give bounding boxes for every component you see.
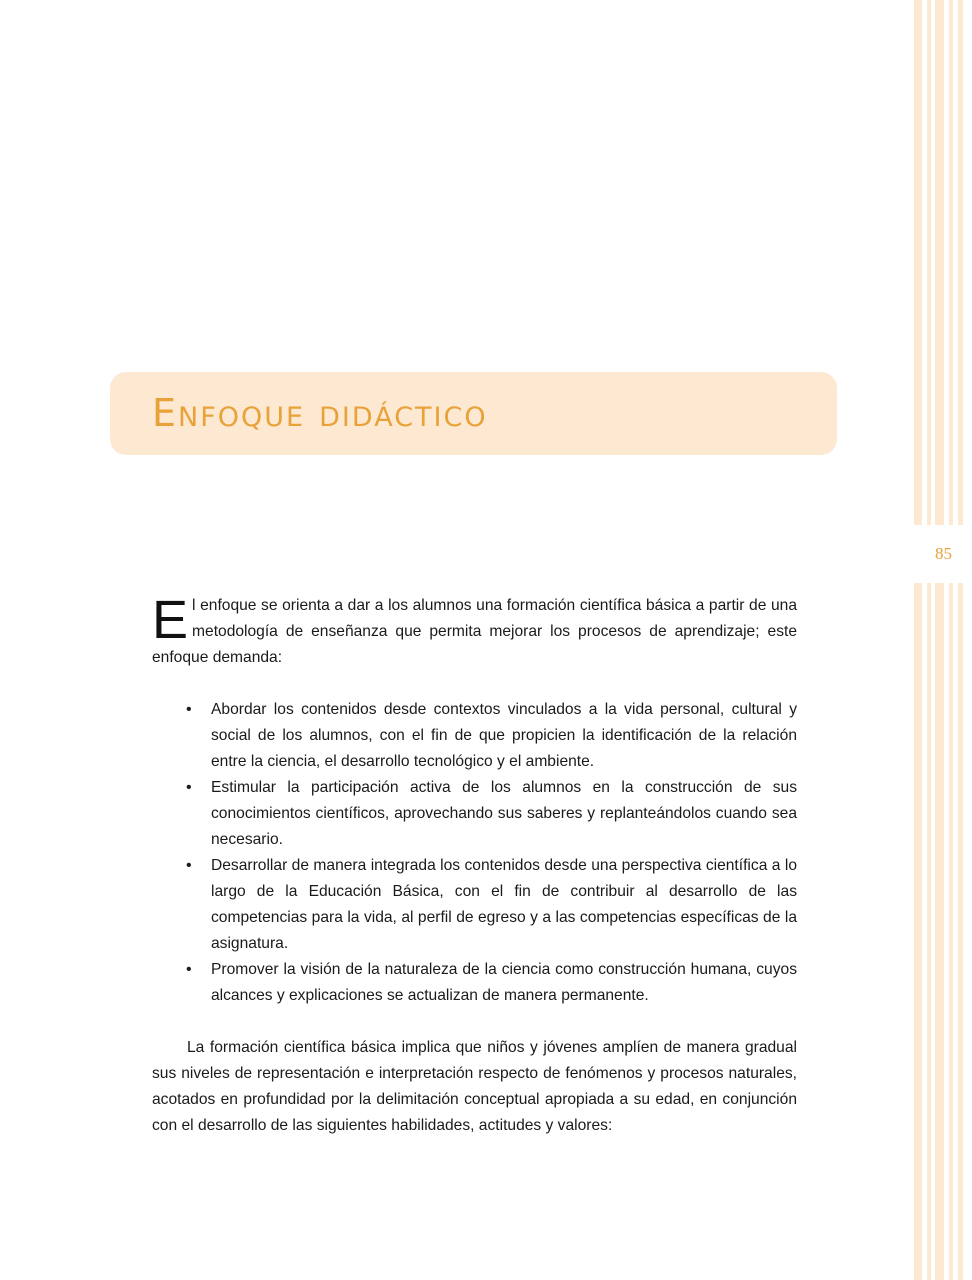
bullet-icon: •	[186, 857, 192, 874]
decorative-side-stripes	[914, 0, 972, 1280]
bullet-icon: •	[186, 779, 192, 796]
drop-cap: E	[152, 590, 189, 650]
section-title-banner	[110, 372, 837, 455]
list-item	[152, 957, 797, 1009]
list-item-text: Promover la visión de la naturaleza de la ciencia como construcción humana, cuyos alcances y explicaciones se actualizan de manera permanente.	[211, 961, 797, 1004]
bullet-list	[152, 697, 797, 1009]
intro-paragraph	[152, 590, 797, 671]
stripe	[958, 0, 963, 1280]
list-item	[152, 775, 797, 853]
body-text	[152, 590, 797, 1139]
list-item	[152, 697, 797, 775]
stripe	[949, 0, 953, 1280]
list-item	[152, 853, 797, 957]
intro-text: l enfoque se orienta a dar a los alumnos una formación científica básica a partir de una metodología de enseñanza que permita mejorar los procesos de aprendizaje; este enfoque demanda:	[152, 597, 797, 666]
bullet-icon: •	[186, 961, 192, 978]
section-title: Enfoque didáctico	[152, 391, 488, 435]
list-item-text: Abordar los contenidos desde contextos vinculados a la vida personal, cultural y social de los alumnos, con el fin de que propicien la identificación de la relación entre la ciencia, el desarrollo tecnológico y el ambiente.	[211, 701, 797, 770]
stripe	[935, 0, 944, 1280]
bullet-icon: •	[186, 701, 192, 718]
list-item-text: Estimular la participación activa de los alumnos en la construcción de sus conocimientos científicos, aprovechando sus saberes y replanteándolos cuando sea necesario.	[211, 779, 797, 848]
stripe	[914, 0, 922, 1280]
stripe	[927, 0, 931, 1280]
page-number: 85	[935, 544, 952, 563]
closing-paragraph: La formación científica básica implica que niños y jóvenes amplíen de manera gradual sus niveles de representación e interpretación respecto de fenómenos y procesos naturales, acotados en profundidad por la delimitación conceptual apropiada a su edad, en conjunción con el desarrollo de las siguientes habilidades, actitudes y valores:	[152, 1039, 797, 1134]
list-item-text: Desarrollar de manera integrada los contenidos desde una perspectiva científica a lo largo de la Educación Básica, con el fin de contribuir al desarrollo de las competencias para la vida, al perfil de egreso y a las competencias específicas de la asignatura.	[211, 857, 797, 952]
